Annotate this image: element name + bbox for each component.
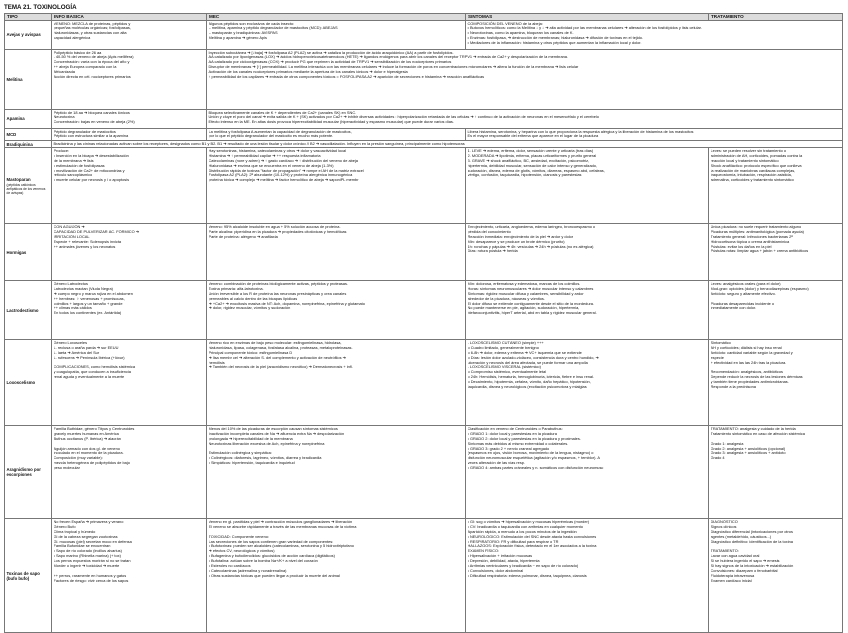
tratamiento-cell: [709, 426, 843, 519]
sintomas-cell: [466, 224, 709, 281]
cell-line: colmillos + largos y un tamaño + grande: [53, 301, 123, 306]
cell-line: blefaroconjuntivitis, hiperT arterial, abd en tabla y rigidez muscular general.: [467, 311, 597, 316]
cell-line: ➔ efectos CV, neurológicos y vómitos): [208, 549, 275, 554]
info-cell: [52, 129, 207, 141]
cell-line: Pústulas: evitar los daños en la piel: [710, 244, 772, 249]
cell-line: • Catecolaminas (adrenalina y noradrenalina): [208, 568, 287, 573]
table-row: [5, 50, 843, 110]
cell-line: Mod-grav: opioides (dolor) y benzodiazepinas (espasmo): [710, 286, 809, 291]
row-type-label: Hormigas: [6, 249, 27, 255]
cell-line: Distribución rápida de toxinas "factor de propagación" ➔ rompe el AH de la matriz extracel: [208, 168, 364, 173]
cell-line: – melitina, apamina y péptido degranulador de mastocitos (MCD): ABEJAS: [208, 26, 338, 31]
cell-line: • GRADO 1: dolor local y parestesias en la picadura: [467, 431, 557, 436]
cell-line: Polipéptido básico de 26 aa: [53, 50, 102, 55]
cell-line: 2. MODERADA ➔ lipotimia, eritema, placas urticariformes y prurito general: [467, 153, 597, 158]
cell-line: hemólisis: [208, 360, 225, 365]
tratamiento-cell: [709, 148, 843, 224]
cell-line: ++ animales jóvenes y los neonatos: [53, 244, 116, 249]
cell-line: Bradicinina y las cininas relacionadas activan sobre los receptores, designados como B1 y B2. B1 ➔ resultado de una lesión tisular y dolor crónico // B2 ➔ vasodilatación. Influyen en la presión sanguínea, principalmente como hipotensoras: [53, 140, 465, 146]
cell-line: Péptido degranulador de mastocitos: [53, 129, 116, 134]
cell-line: ➔ dolor, rigidez muscular, vómitos y sudoración: [208, 306, 291, 311]
cell-line: Género Bufo: [53, 524, 76, 529]
cell-line: Grado 4: [710, 456, 725, 461]
cell-line: Especie + relevante: Solenopsis invicta: [53, 239, 122, 244]
cell-line: Factores de riesgo: vivir cerca de los sapos: [53, 578, 129, 583]
cell-line: Péptido de 18 aa ➔ bloquea canales iónicos: [53, 110, 130, 115]
cell-line: Unión y cluye el poro del canal ➔ evita salida de K + (SK) activados por Ca2+ ➔ inhibir diversas actividades : hiperpolarización retardada de las células ➔ ↑ continuo de la activación de neuronas en el mesencéfalo y el cerebelo: [208, 114, 599, 120]
cell-line: o 6-8h ➔ dolor, edema y eritema ➔ VC+ isquemia que se extiende: [467, 350, 582, 355]
cell-line: permeables al calcio dentro de las bicapas lipídicas: [208, 296, 298, 301]
cell-line: • Depresión, debilidad, ataxia, hipertermia: [467, 559, 540, 564]
cell-line: sudoración, disnea, edema de glotis, vómitos, diarreas, espasmo abd, cefaleas,: [467, 168, 605, 173]
cell-line: traqueostomía, intubación, respiración asistida,: [710, 173, 792, 178]
cell-line: No frecen España ➔ primavera y verano: [53, 519, 124, 524]
cell-line: peso molecular: [53, 466, 80, 471]
row-type-label: Bradiquinina: [6, 141, 33, 147]
cell-line: Grado 2: analgesia + ansiolíticos (opcional): [710, 446, 786, 451]
cell-line: Mín: dolorosa, eritematosa y edematosa, marcas de los colmillos.: [467, 281, 581, 286]
cell-line: ++ perros, raramente en humanos y gatos: [53, 573, 127, 578]
cell-line: Aguijón armado con dos gl. de veneno: [53, 446, 120, 451]
row-type-label: MCD: [6, 131, 17, 137]
cell-line: ++ hembras: ♀ venenosas + promiscuas,: [53, 296, 125, 301]
table-row: [5, 340, 843, 426]
info-cell: [52, 519, 207, 633]
cell-line: Neurotoxina: [53, 115, 75, 120]
cell-line: - LOXOSCELISMO CUTÁNEO (simple) +++: [467, 340, 544, 345]
info-cell: [52, 21, 207, 50]
cell-line: 1h: ronchas y pápulas ➔ 4h: vesículas ➔ 24h ➔ pústulas (no es alérgica): [467, 244, 594, 249]
cell-line: Buthus occitanus (P. Ibérica) ➔ alacrán: [53, 436, 121, 441]
cell-line: Veneno: combinación de proteínas biológicamente activas, péptidos y proteasas.: [208, 281, 349, 286]
cell-line: disfunción neuromuscular esquelética (agitación y/o espasmos, + temblor). A: [467, 456, 600, 461]
table-row: [5, 224, 843, 281]
cell-line: la realización de maniobras cardiacas complejas,: [710, 168, 796, 173]
cell-line: Picaduras desaparecidas incidente o: [710, 301, 775, 306]
cell-line: Diagnóstico definitivo: identificación de la toxina: [710, 539, 793, 544]
mec-cell: [207, 224, 466, 281]
cell-line: pérdida del conocimiento: [467, 229, 511, 234]
cell-line: • muerte celular por necrosis y / o apoptosis: [53, 178, 130, 183]
row-type: [5, 340, 52, 426]
cell-line: • Enzimas: fosfolipasa, ➔ destrucción de membranas; hialuronidasa ➔ difusión de toxinas en el tejido.: [467, 35, 643, 41]
cell-line: HALLAZGOS: Exploración física, detectado en el 1er asociados a la toxina: [467, 544, 597, 549]
cell-line: AA catalizado por ciclooxigenasas (COX) ➔ producir PG que reprimen la actividad de TRPV1 ➔ sensibilización de los nociceptores primarios: [208, 59, 452, 65]
row-type-label: Apamina: [6, 116, 25, 122]
cell-line: • Butoxos hemolíticos: como la Melitina ↓ y ↓ ➔ alta actividad por las membranas celulares ➔ alteración de los fosfolípidos y lisis celular.: [467, 25, 702, 31]
cell-line: o Decaimiento, hipotermia, cefalea, vómito, daño hepático, hipotensión,: [467, 380, 591, 385]
cell-line: • Hipersalivación + irritación mucosas: [467, 554, 533, 559]
cell-line: • Bufotoxinas: pueden ser alcaloides (catecolaminas, serotonina y 5 hidroxitriptofano: [208, 544, 354, 549]
cell-line: veces alteración de las vías resp.: [467, 461, 526, 466]
cell-line: Lavar con agua cavidad oral: [710, 554, 760, 559]
cell-line: IRRITACIÓN LOCAL: [53, 234, 90, 239]
info-cell: [52, 141, 843, 148]
cell-line: COMPOSICIÓN DEL VENENO de la abeja:: [467, 20, 543, 26]
toxinology-table: [4, 13, 843, 633]
table-row: [5, 110, 843, 129]
mec-cell: [207, 21, 466, 50]
table-row: [5, 129, 843, 141]
tratamiento-cell: [709, 281, 843, 340]
cell-line: Leves: se pueden resolver sin tratamiento o: [710, 148, 786, 153]
cell-line: • Colinérgicos: diaforesis, lagrimeo, vómitos, diarrea y bradicardia: [208, 456, 322, 461]
cell-line: ➔ +Ca2+ ➔ exocitosis masiva de NT: Ach, dopamina, norepinefrina, epinefrina y glutamato: [208, 301, 365, 306]
cell-line: gravely muertes humanas en América: [53, 431, 119, 436]
cell-line: Síntomas: rigidez muscular difusa y calambres, sensibilidad y ardor: [467, 291, 584, 296]
cell-line: • Arritmias ventriculares y bradicardia ~ en sapo de río colorado): [467, 564, 579, 569]
tratamiento-cell: [709, 224, 843, 281]
row-type: [5, 141, 52, 148]
cell-line: VENENO: MEZCLA de proteínas, péptidos y: [53, 21, 131, 26]
cell-line: ➔ cuerpo negro y marca rojiza en el abdomen: [53, 291, 133, 296]
cell-line: Inactivación incompleta canales de Na ➔ afluencia extra Na ➔ despolarización: [208, 431, 345, 436]
info-cell: [52, 224, 207, 281]
cell-line: • CV: bradicardia o taquicardia con arritmias en cualquier momento: [467, 524, 583, 529]
cell-line: ulceración y necrosis del área afectada, se puede formar una ampolla: [467, 360, 588, 365]
cell-line: renal aguda y eventualmente a la muerte: [53, 375, 125, 380]
cell-line: • Neurotoxinas, como la apamina, bloquean los canales de K.: [467, 30, 574, 36]
cell-line: DIAGNÓSTICO: [710, 519, 738, 524]
cell-line: • Sapo de río colorado (incilius alvarius): [53, 549, 122, 554]
cell-line: Grado 1: analgesia: [710, 441, 744, 446]
header-tipo: TIPO: [5, 14, 52, 21]
cell-line: y también tiene propiedades antimicrobianas.: [710, 380, 789, 385]
cell-line: ++ climas más cálidos: [53, 306, 92, 311]
cell-line: La melitina y fosfolipasa A aumentan la capacidad de degranulación de mastocitos,: [208, 129, 352, 134]
cell-line: ➔ También del necrosis de la piel (aracnidismo necrótico) ➔ Dermatonecrosis + infl.: [208, 365, 353, 370]
cell-line: Parte alcalina: piperidina en la picadura ➔ propiedades citotóxicas y hemolíticas: [208, 229, 347, 234]
cell-line: Antídoto: seguro y altamente efectivo.: [710, 291, 776, 296]
cell-line: Estimulación colinérgica y simpática:: [208, 451, 272, 456]
page-title: TEMA 21. TOXINOLOGÍA: [4, 4, 77, 11]
cell-line: Concentración: varía con la época del año y: [53, 60, 130, 65]
cell-line: Hidrocortisona tópica o crema antihistamínica: [710, 239, 790, 244]
sintomas-cell: [466, 426, 709, 519]
cell-line: (espasmos en ojos, visión borrosa, movimiento de la lengua, nistagmo) o: [467, 451, 594, 456]
cell-line: Veneno rico en enzimas de bajo peso molecular: esfingomielinasa, hidrolasa,: [208, 340, 342, 345]
cell-line: Pústulas rotas: limpiar agua + jabón + crema antibióticos: [710, 249, 809, 254]
row-type: [5, 426, 52, 519]
cell-line: Veneno en gl. parótidas y piel ➔ contracción músculos ganglionadares ➔ liberación: [208, 519, 353, 524]
cell-line: inmediatamente con dolor.: [710, 306, 757, 311]
cell-line: ↑ permeabilidad de los capilares ➔ entrada de otros componentes tóxicos = FOSFOLIPASA A2 ➔ aparición de secreciones e histamina ➔ reacción anafilácticas: [208, 74, 485, 80]
cell-line: Neurotoxinas liberación excesiva de Ach, epinefrina y norepinefrina: [208, 441, 325, 446]
cell-line: Produce:: [53, 148, 70, 153]
cell-line: Hay serotoninas, histamina, catecolaminas y otros ➔ dolor y vasoactividad local: [208, 148, 347, 153]
cell-line: No puede mantenerse en pie, agitación, sudoración, hipertermia,: [467, 306, 580, 311]
cell-line: Min: desaparece y se produce un brote dérmico (prurito): [467, 239, 565, 244]
cell-line: Activación de los canales nociceptores primarios mediante la apertura de los canales iónicos ➔ dolor e hiperalgesia: [208, 69, 408, 75]
cell-line: • estimulación de fosfolipasas: [53, 163, 105, 168]
cell-line: vértigo, confusión, taquicardia, hipotensión, cianosis y parestesias: [467, 173, 582, 178]
row-type-label: Toxinas de sapo (bufo bufo): [6, 570, 40, 581]
cell-line: Fluidoterapia intravenosa: [710, 573, 755, 578]
cell-line: • Dificultad respiratoria: edema pulmonar, disnea, taquipnea, cianosis: [467, 573, 587, 578]
cell-line: proteína tóxica ➔ complejo ➔ melitina ➔ factor hemolítico de abeja ➔ saponiPL membr: [208, 178, 359, 183]
mec-cell: [207, 50, 843, 110]
cell-line: Péptido con estructura similar a la apamina: [53, 134, 129, 139]
cell-line: - LOXOSCELISMO VISCERAL (sistémico): [467, 365, 541, 370]
row-type: [5, 148, 52, 224]
mec-cell: [207, 110, 843, 129]
cell-line: – mastoparán y bradiquininas: AVISPAS: [208, 31, 278, 36]
cell-line: Clima tropical y húmedo: [53, 529, 96, 534]
cell-line: Inyección subcutánea ➔ [↓baja] ➔ fosfolipasa A2 (PLA2) se activa ➔ cataliza la producción de ácido araquidónico (AA) a partir de fosfolípidos.: [208, 49, 454, 55]
header-sintomas: SINTOMAS: [466, 14, 709, 21]
cell-line: Única picadura: no suele requerir tratamiento alguno: [710, 224, 802, 229]
cell-line: hialuronidasas, y otras sustancias con alta: [53, 31, 127, 36]
cell-line: Tratamiento sintomático en caso de afección sistémica: [710, 431, 805, 436]
cell-line: Catecolaminas (nore y adren) ➔ ↑ gasto cardíaco ➔ ↑ distribución del veneno de abeja: [208, 158, 358, 163]
header-row: [5, 14, 843, 21]
cell-line: Morder o ingerir ➔ toxicidad ➔ muerte: [53, 564, 120, 569]
cell-line: • RESPIRATORIO: FR y dificultad para respirar o TR: [467, 539, 559, 544]
cell-line: Toxina primaria: alfa-latrotoxina.: [208, 286, 264, 291]
sintomas-cell: [466, 340, 709, 426]
cell-line: Gl. mucosas (piel) secretan moco en defensa: [53, 539, 132, 544]
cell-line: mezcla heterogénea de polipéptidos de bajo: [53, 461, 130, 466]
table-row: [5, 519, 843, 633]
cell-line: Examen cardíaco inicial: [710, 578, 752, 583]
row-type-label: Loxoscelismo: [6, 380, 36, 386]
cell-line: hialuronidasa, lipasa, colagenasa, fosfatasa alcalina, proteasas, metaloproteinasas.: [208, 345, 353, 350]
cell-line: Los perros expuestos morirán si no se tratan: [53, 559, 131, 564]
sintomas-cell: [466, 21, 843, 50]
cell-line: Aparición rápida, a menudo a los pocos minutos de la ingestión: [467, 529, 577, 534]
cell-line: o Cuadro limitado, generalmente benigno: [467, 345, 539, 350]
row-type: [5, 50, 52, 110]
cell-line: Tratamiento general: infecciones bacterianas 2ª: [710, 234, 793, 239]
cell-line: hipertermia, debilidad muscular, sensación de calor intenso y generalizado,: [467, 163, 598, 168]
cell-line: Diagnóstico diferencial (intoxicaciones por otros: [710, 529, 793, 534]
cell-line: especie: [710, 355, 724, 360]
cell-line: Libera histamina, serotonina, y heparina con lo que proporciona la respuesta alérgica y la liberación de histamina de los mastocitos: [467, 128, 694, 134]
sintomas-cell: [466, 129, 843, 141]
cell-line: Melitina y apamina ➔ género Apis: [208, 36, 267, 41]
table-row: [5, 141, 843, 148]
cell-line: Composición (muy variable):: [53, 456, 103, 461]
cell-line: Recomendación: analgésicos, antibióticos: [710, 370, 783, 375]
cell-line: Parte de proteína: alérgeno ➔ anafilaxia: [208, 234, 278, 239]
table-row: [5, 148, 843, 224]
tratamiento-cell: [709, 340, 843, 426]
cell-line: retículo sarcoplásmico: [53, 173, 93, 178]
row-type-label: Melitina: [6, 76, 23, 82]
row-type: [5, 21, 52, 50]
cell-line: inoculado en el momento de la picadura.: [53, 451, 124, 456]
cell-line: o 24h: Hemólisis, hematuria, hemoglobinuria, ictericia, fiebre e insu renal.: [467, 375, 595, 380]
cell-line: y coagulopatía, que conducen a insuficiencia: [53, 370, 131, 375]
row-type: [5, 281, 52, 340]
cell-line: Leves: analgésicos orales (para el dolor): [710, 281, 781, 286]
row-type: [5, 129, 52, 141]
cell-line: • Otras sustancias tóxicas que pueden llegar a producir la muerte del animal: [208, 573, 340, 578]
cell-line: o Compromiso sistémico, eventualmente letal: [467, 370, 546, 375]
cell-line: Horas: síntomas neuromusculares ➔ dolor muscular intenso y calambres: [467, 286, 594, 291]
cell-line: L. rufescens ➔ Península Ibérica (+lóxur): [53, 355, 125, 360]
cell-line: • GI: sog o vómitos ➔ hipersalivación y mucosas hiperémicas (morder): [467, 519, 590, 524]
cell-line: • GRADO 4: ambas partes cráneales y n. somáticos con disfunción neuromusc: [467, 466, 604, 471]
cell-line: pequeñas moléculas orgánicas; fosfolipasas,: [53, 26, 131, 31]
tratamiento-cell: [709, 519, 843, 633]
cell-line: Principal componente tóxico: esfingomielinasa D: [208, 350, 293, 355]
cell-line: Responde a la prednisona: [710, 385, 756, 390]
cell-line: Sintomático: [710, 340, 731, 345]
cell-line: Menos del 10% de las picaduras de escorpión causan síntomas sistémicos: [208, 426, 338, 431]
row-type-label: Lactrodectismo: [6, 307, 39, 313]
table-row: [5, 281, 843, 340]
cell-line: - 40-50 % del veneno de abeja (Apis mellifera): [53, 55, 134, 60]
cell-line: • Sapo marino (Rhinella marina) (+ tox): [53, 554, 121, 559]
cell-line: por lo que el péptido degranulador del mastocito es mucho más potente.: [208, 134, 334, 139]
cell-line: Grado 3: analgesia + ansiolíticos + antídoto: [710, 451, 786, 456]
table-row: [5, 426, 843, 519]
cell-line: Fosfolipasa A2 (PLA2): 2ª abundante (10-12%) y proteína alergénica inmunogénica: [208, 173, 353, 178]
cell-line: Algunos péptidos son exclusivos de cada insecto:: [208, 21, 295, 26]
header-mec: MEC: [207, 14, 466, 21]
cell-line: administración de AH, corticoides, pomadas contra la: [710, 153, 803, 158]
cell-line: L. laeta ➔ América del Sur: [53, 350, 100, 355]
cell-line: Familia Buthidae, género Tityus y Centruroides: [53, 426, 135, 431]
cell-line: CAPACIDAD DE PULVERIZAR ÁC. FÓRMICO ➔: [53, 229, 139, 234]
header-info: INFO BASICA: [52, 14, 207, 21]
mec-cell: [207, 426, 466, 519]
cell-line: 1. LEVE ➔ edema, eritema, dolor, sensación urente y urticaria (tras días): [467, 148, 594, 153]
cell-line: Familia Bufonidae se encuentran: [53, 544, 111, 549]
cell-line: capacidad alergénica: [53, 36, 91, 41]
cell-line: alrededor de la picadura, náuseas y vómitos.: [467, 296, 545, 301]
cell-line: TOXICIDAD: Componente veneno:: [208, 534, 269, 539]
cell-line: + efectividad en las las 24h tras la picadura.: [710, 360, 787, 365]
cell-line: ➔ lisa membr cel ➔ alteración S. del complemento y activación de neutrófilos ➔: [208, 355, 346, 360]
info-cell: [52, 148, 207, 224]
info-cell: [52, 50, 207, 110]
cell-line: • Simpáticos: hipertensión, taquicardia e inquietud: [208, 461, 295, 466]
cell-line: CON AGUIJÓN ➔: [53, 224, 85, 229]
row-type: [5, 519, 52, 633]
cell-line: • Bufotalina: actúan sobre la bomba Na+/K+ a nivel del corazón: [208, 559, 318, 564]
cell-line: Hialuronidasa ➔ enzima que se encuentra en el veneno de abeja (1-3%): [208, 163, 334, 168]
cell-line: Síntomas más debidos al mismo extremidad o colaterales.: [467, 441, 569, 446]
cell-line: Si hay signos de la intoxicación ➔ estabilización: [710, 564, 794, 569]
row-type: [5, 224, 52, 281]
cell-line: TRATAMIENTO:: [710, 549, 739, 554]
mec-cell: [207, 129, 466, 141]
cell-line: Signos clínicos: [710, 524, 737, 529]
cell-line: 3. GRAVE ➔ shock anafiláctico, BC, ansiedad, excitación, psicomotriz,: [467, 158, 590, 163]
cell-line: Acción directa en cél. nociceptores primarios: [53, 75, 131, 80]
cell-line: • Convulsiones, dolor abdominal: [467, 568, 524, 573]
cell-line: Efecto intenso en la ME. En altas dosis provoca hiperexcitabilidad muscular (hiperactividad y espasmo muscular) que puede durar varios días.: [208, 119, 454, 125]
cell-line: Convulsiones: diazepam o fenobarbital: [710, 568, 778, 573]
cell-line: Picaduras múltiples: antimanitológica (pomada ayuda): [710, 229, 804, 234]
cell-line: Enrojecimiento, urticaria, angioedema, edema laríngeo, broncoespasmo o: [467, 224, 596, 229]
cell-line: agentes (metaldehído, cáusticos...): [710, 534, 772, 539]
table-body: [5, 21, 843, 633]
sintomas-cell: [466, 519, 709, 633]
cell-line: Antídoto: cantidad variable según la gravedad y: [710, 350, 793, 355]
cell-line: Bloquea selectivamente canales de K + dependientes de Ca2+ (canales SK) en SNC.: [208, 109, 357, 115]
cell-line: Histamina ➔ ↑ permeabilidad capilar ➔ ++ respuesta inflamatoria: [208, 153, 321, 158]
cell-line: TRATAMIENTO: analgesia y cuidado de la herida: [710, 426, 796, 431]
cell-line: AA catalizado por lipoxigenasas (LOX) ➔ ácidos hidroperoxieicosatetraenoicos (HETE) ➔ ligandos endógenos para abrir los canales del receptor TRPV1 ➔ entrada de Ca2+ y despolarización de la membrana.: [208, 54, 569, 60]
table-row: [5, 21, 843, 50]
cell-line: En todos los continentes (ex. Antártida): [53, 311, 122, 316]
cell-line: Reacción inmediata: enrojecimiento de la piel ➔ ardor y dolor: [467, 234, 574, 239]
cell-line: Género Latrodectus: [53, 281, 88, 286]
cell-line: taquicardia, disnea y neurológicos (excitación psicomotora y mialgias: [467, 385, 587, 390]
cell-line: • movilización de Ca2+ de mitocondrias y: [53, 168, 125, 173]
cell-line: Shock anafiláctico: protocolo específico que conlleva: [710, 163, 802, 168]
row-type-note: (péptidos catiónicos anfipáticos de los venenos de avispas): [6, 182, 46, 195]
cell-line: • GRADO 3: grado 2 + nervio craneal agregado: [467, 446, 550, 451]
cell-line: Es el mayor responsable del eritema que aparece en el lugar de la picadura: [467, 133, 599, 139]
cell-line: reacción local y tratamiento sintomático: [710, 158, 779, 163]
cell-line: Depende reducir la necrosis de las lesiones dérmicas: [710, 375, 803, 380]
mec-cell: [207, 340, 466, 426]
cell-line: El dolor difuso se extiende contiguamente desde el sitio de la mordedura.: [467, 301, 595, 306]
cell-line: Africanizada: [53, 70, 75, 75]
cell-line: de la membrana ➔ lisis: [53, 158, 94, 163]
row-type-label: Avejas y avispas: [6, 32, 41, 38]
cell-line: adrenalina, corticoides y tratamiento sintomático: [710, 178, 794, 183]
info-cell: [52, 340, 207, 426]
cell-line: • GRADO 2: dolor local y parestesias en la picadura y proximales.: [467, 436, 581, 441]
cell-line: L. reclusa o araña parda ➔ sur EEUU: [53, 345, 119, 350]
cell-line: • Bufagenina y bufodienolidos: glucósidos de acción cardíaca (digitálicos): [208, 554, 335, 559]
row-type-label: Mastoparan: [6, 177, 31, 183]
cell-line: Latrodectus mactan (Viuda Negra): [53, 286, 113, 291]
cell-line: El veneno se absorbe rápidamente a través de las membranas mucosas de la víctima: [208, 524, 357, 529]
cell-line: Gl de la cabeza segregan zootoxinas: [53, 534, 118, 539]
cell-line: o Días: lesión dolor azulado-violáceo, consistencia dura y centro hundido, ➔: [467, 355, 599, 360]
info-cell: [52, 426, 207, 519]
cell-line: Unión irreversible a los R de proteína las neuronas presinápticas y crea canales: [208, 291, 347, 296]
cell-line: Disruptor de membranas ➔ [↑] permeabilidad. La melitina interactúa con las membranas celulares ➔ induce la formación de poros en concentraciones micromolares ➔ altera la función de la membrana ➔ lisis celular: [208, 64, 579, 70]
cell-line: Género Loxosceles: [53, 340, 88, 345]
cell-line: Si se hubiera ingerido el sapo ➔ emesis: [710, 559, 780, 564]
mec-cell: [207, 281, 466, 340]
cell-line: Clasificación en veneno de Centruroides o Parabuthus:: [467, 426, 563, 431]
header-tratamiento: TRATAMIENTO: [709, 14, 843, 21]
cell-line: • Esteroles no cardíacos: [208, 564, 251, 569]
row-type: [5, 110, 52, 129]
cell-line: • Inserción en la bicapa ➔ desestabilización: [53, 153, 129, 158]
mec-cell: [207, 519, 466, 633]
cell-line: EXAMEN FÍSICO:: [467, 549, 500, 554]
cell-line: Veneno: 95% alcaloide insoluble en agua + 5% solución acuosa de proteína.: [208, 224, 341, 229]
cell-line: Concentración: bajas en veneno de abeja (2%): [53, 120, 135, 125]
cell-line: Días: rotura pústula ➔ herida: [467, 249, 518, 254]
row-type-label: Aragnidismo por escorpiones: [6, 467, 41, 478]
sintomas-cell: [466, 148, 709, 224]
cell-line: • NEUROLÓGICO: Estimulación del SNC desde ataxia hasta convulsiones: [467, 534, 597, 539]
cell-line: prolongada ➔ hiperexcitabilidad de la membrana: [208, 436, 293, 441]
info-cell: [52, 110, 207, 129]
sintomas-cell: [466, 281, 709, 340]
cell-line: Las secreciones de los sapos contienen gran variedad de componentes:: [208, 539, 334, 544]
cell-line: ++ abeja Europea comparado con la: [53, 65, 117, 70]
cell-line: COMPLICACIONES, como hemólisis sistémica: [53, 365, 136, 370]
info-cell: [52, 281, 207, 340]
mec-cell: [207, 148, 466, 224]
cell-line: AH y corticoides; diálisis si hay insu renal: [710, 345, 782, 350]
cell-line: • Mediadores de la inflamación: histamina y otros péptidos que aumentan la inflamación local y dolor.: [467, 40, 642, 46]
